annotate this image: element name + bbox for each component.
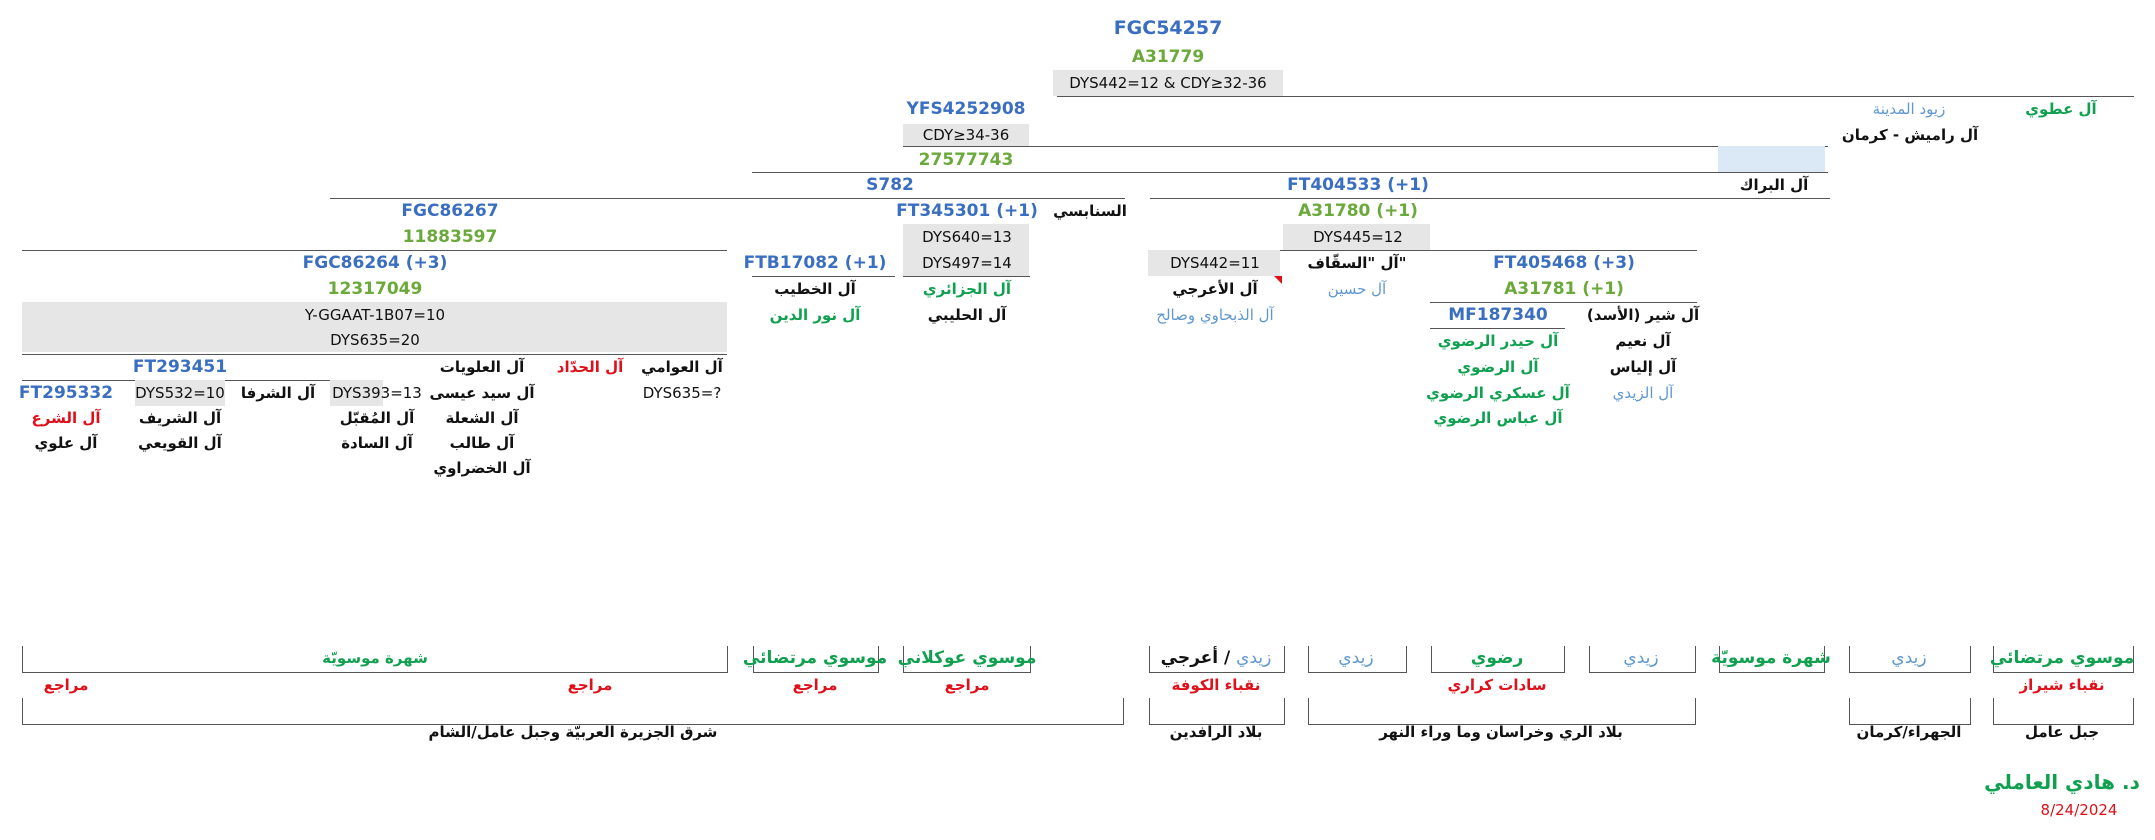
barrak-label: آل البراك (1739, 176, 1809, 194)
yfs-snp: YFS4252908 (906, 99, 1026, 119)
dys442-condition: DYS442=11 (1170, 254, 1260, 272)
tree-line (752, 172, 1828, 173)
family-label: آل الحدّاد (556, 358, 624, 376)
family-label: آل القويعي (138, 434, 222, 452)
atwi-label: آل عطوي (2025, 100, 2097, 118)
lineage-label-mixed (1161, 648, 1272, 668)
awami-condition: DYS635=? (642, 384, 722, 402)
tree-line (1150, 198, 1830, 199)
yfs-condition: CDY≥34-36 (922, 126, 1010, 144)
lineage-label-aaraji: / أعرجي (1160, 648, 1237, 668)
tree-line (903, 276, 1030, 277)
author-name: د. هادي العاملي (1984, 770, 2140, 794)
note-label: مراجع (792, 676, 838, 694)
ft293451-snp: FT293451 (132, 357, 228, 377)
zabod-label: زيود المدينة (1872, 100, 1946, 118)
tree-line (903, 146, 1828, 147)
lineage-label: رضوي (1470, 648, 1524, 668)
ft345301-condition-1: DYS640=13 (922, 228, 1012, 246)
ftb17082-snp: FTB17082 (+1) (743, 253, 887, 273)
family-label: آل سيد عيسى (429, 384, 535, 402)
family-label: آل طالب (449, 434, 515, 452)
lineage-label: شهرة موسويّة (1711, 648, 1831, 668)
lineage-label-zaydi: زيدي (1236, 648, 1272, 668)
lineage-label: شهرة موسويّة (322, 649, 428, 667)
yfs-position: 27577743 (918, 150, 1014, 170)
family-label: آل الحليبي (927, 306, 1007, 324)
fgc86267-snp: FGC86267 (401, 201, 499, 221)
note-label: مراجع (944, 676, 990, 694)
tree-line (22, 250, 727, 251)
region-label: بلاد الري وخراسان وما وراء النهر (1379, 723, 1623, 741)
ft404533-sub: A31780 (+1) (1298, 201, 1418, 221)
fgc86264-condition-1: Y-GGAAT-1B07=10 (304, 306, 446, 324)
root-condition: DYS442=12 & CDY≥32-36 (1069, 74, 1267, 92)
family-label: آل الشريف (138, 409, 222, 427)
ft404533-condition: DYS445=12 (1313, 228, 1403, 246)
family-label: آل علوي (34, 434, 98, 452)
family-label: آل عباس الرضوي (1433, 409, 1563, 427)
family-label: آل العوامي (641, 358, 723, 376)
family-label: آل الذبحاوي وصالح (1156, 306, 1274, 324)
family-label: آل حسين (1327, 280, 1387, 298)
tree-line (22, 354, 727, 355)
region-bracket (1149, 698, 1285, 725)
dys532-condition: DYS532=10 (135, 384, 225, 402)
family-label: آل السادة (341, 434, 413, 452)
family-label: آل الخطيب (774, 280, 856, 298)
family-label: آل نور الدين (769, 306, 861, 324)
family-label: آل العلويات (439, 358, 525, 376)
lineage-label: موسوي عوكلاني (897, 648, 1037, 668)
lineage-label: موسوي مرتضائي (742, 648, 888, 668)
lineage-label: زيدي (1891, 648, 1927, 668)
fgc86264-snp: FGC86264 (+3) (302, 253, 448, 273)
lineage-label: زيدي (1338, 648, 1374, 668)
mf187340-snp: MF187340 (1448, 305, 1548, 325)
tree-line (752, 276, 895, 277)
fgc86267-sub: 11883597 (402, 227, 498, 247)
ft405468-snp: FT405468 (+3) (1493, 253, 1635, 273)
fgc86264-condition-2: DYS635=20 (330, 331, 420, 349)
family-label: آل الأعرجي (1172, 280, 1258, 298)
ft405468-sub: A31781 (+1) (1504, 279, 1624, 299)
family-label: آل حيدر الرضوي (1437, 332, 1559, 350)
region-bracket (1849, 698, 1971, 725)
fgc86264-sub: 12317049 (327, 279, 423, 299)
s782-snp: S782 (866, 175, 914, 195)
family-label: آل الرضوي (1457, 358, 1539, 376)
note-label: مراجع (43, 676, 89, 694)
date-label: 8/24/2024 (2040, 801, 2118, 819)
ft404533-snp: FT404533 (+1) (1287, 175, 1429, 195)
ft345301-condition-2: DYS497=14 (922, 254, 1012, 272)
family-label: آل الشرع (31, 409, 101, 427)
note-label: مراجع (567, 676, 613, 694)
highlight-box (1718, 146, 1825, 172)
lineage-label: زيدي (1623, 648, 1659, 668)
ft295332-snp: FT295332 (18, 383, 114, 403)
region-bracket (1308, 698, 1696, 725)
region-label: الجهراء/كرمان (1856, 723, 1962, 741)
family-label: آل إلياس (1609, 358, 1677, 376)
family-label: آل الخضراوي (433, 459, 531, 477)
note-label: سادات كراري (1447, 676, 1547, 694)
family-label: آل الجزائري (922, 280, 1012, 298)
tree-line (1057, 96, 2134, 97)
family-label: آل الشرفا (240, 384, 316, 402)
family-label: آل الشعلة (445, 409, 519, 427)
ramesh-label: آل راميش - كرمان (1841, 126, 1979, 144)
dys393-condition: DYS393=13 (332, 384, 422, 402)
note-label: نقباء الكوفة (1171, 676, 1261, 694)
tree-line (330, 198, 1125, 199)
family-label: آل عسكري الرضوي (1426, 384, 1570, 402)
family-label: آل المُقبّل (339, 409, 415, 427)
lineage-label: موسوي مرتضائي (1989, 648, 2135, 668)
family-label: آل الزيدي (1612, 384, 1674, 402)
root-sub: A31779 (1131, 47, 1205, 67)
region-bracket (22, 698, 1124, 725)
region-label: جبل عامل (2024, 723, 2100, 741)
tree-line (1430, 328, 1565, 329)
ft345301-snp: FT345301 (+1) (896, 201, 1038, 221)
saqqaf-label: آل "السقّاف" (1307, 254, 1407, 272)
note-label: نقباء شيراز (2019, 676, 2105, 694)
sanabisi-label: السنابسي (1053, 202, 1127, 220)
region-label: بلاد الرافدين (1169, 723, 1263, 741)
region-bracket (1993, 698, 2134, 725)
tree-line (1430, 302, 1697, 303)
red-corner-mark (1274, 276, 1282, 284)
shir-label: آل شير (الأسد) (1586, 306, 1700, 324)
region-label: شرق الجزيرة العربيّة وجبل عامل/الشام (428, 723, 718, 741)
root-snp: FGC54257 (1113, 17, 1223, 39)
family-label: آل نعيم (1615, 332, 1671, 350)
